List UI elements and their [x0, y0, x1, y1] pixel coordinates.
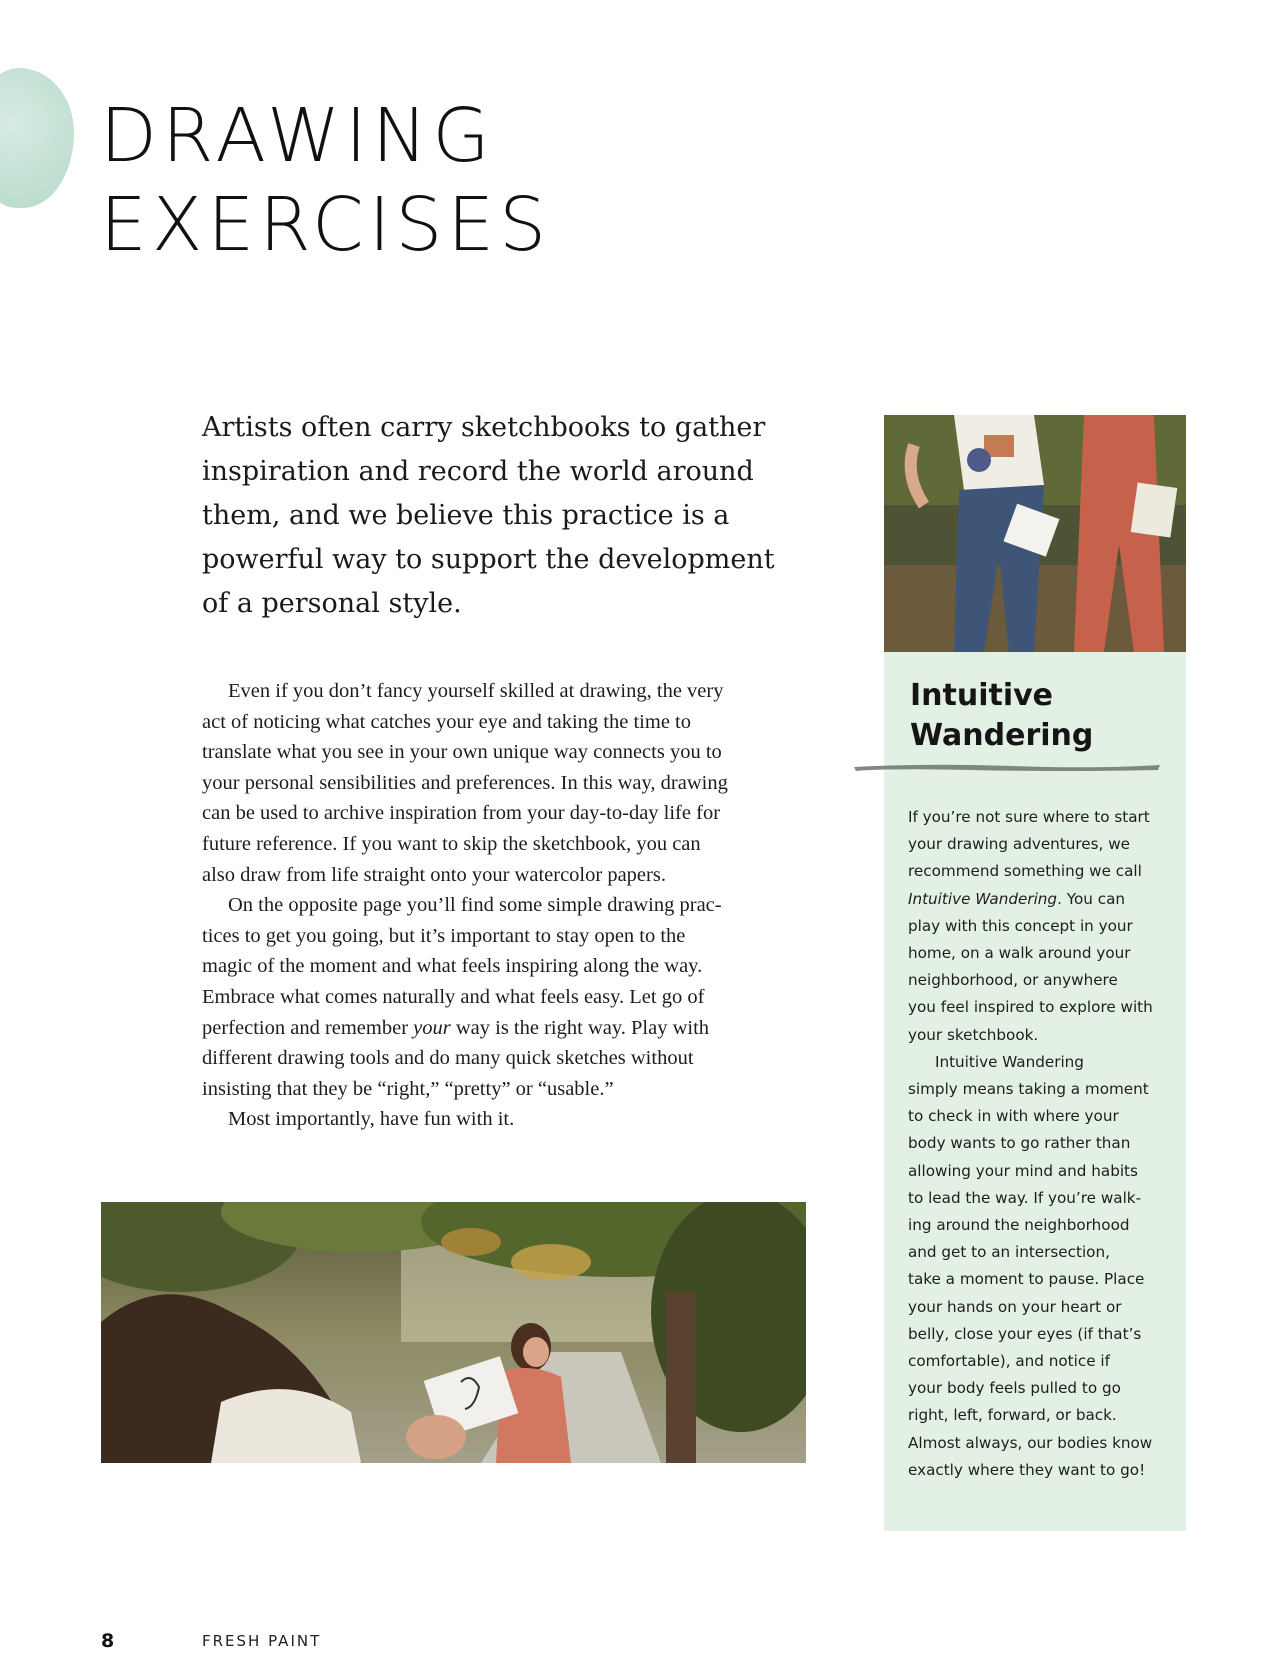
sidebar-line: take a moment to pause. Place [908, 1270, 1145, 1289]
lead-paragraph [202, 406, 822, 626]
lead-line: of a personal style. [202, 588, 462, 619]
body-line: your personal sensibilities and preferences. In this way, drawing [202, 771, 728, 794]
body-line: insisting that they be “right,” “pretty” or “usable.” [202, 1077, 614, 1100]
page-title-line-2: EXERCISES [100, 182, 552, 268]
sidebar-line: belly, close your eyes (if that’s [908, 1324, 1142, 1343]
sidebar-line: allowing your mind and habits [908, 1161, 1138, 1180]
body-line: On the opposite page you’ll find some simple drawing prac- [228, 894, 722, 917]
photo-illustration [884, 415, 1186, 652]
sidebar-line: to check in with where your [908, 1107, 1119, 1126]
body-text-run: perfection and remember [202, 1016, 414, 1039]
sidebar-line: Almost always, our bodies know [908, 1433, 1153, 1452]
body-line: Even if you don’t fancy yourself skilled at drawing, the very [228, 680, 724, 702]
sidebar-line: If you’re not sure where to start [908, 808, 1150, 826]
lead-line: Artists often carry sketchbooks to gather [202, 412, 766, 443]
brush-stroke-divider [852, 761, 1162, 773]
sidebar-line: comfortable), and notice if [908, 1352, 1110, 1371]
watercolor-wash-decoration [0, 68, 74, 208]
sidebar-text [908, 804, 1178, 1484]
body-line: act of noticing what catches your eye and taking the time to [202, 710, 691, 733]
sidebar-line: neighborhood, or anywhere [908, 971, 1118, 990]
running-footer-book-title: FRESH PAINT [202, 1632, 322, 1650]
sidebar-line: Intuitive Wandering [935, 1052, 1084, 1071]
body-line-with-emphasis [202, 1013, 812, 1044]
sidebar-line-with-emphasis [908, 886, 1178, 913]
sidebar-line: home, on a walk around your [908, 944, 1131, 963]
body-line: magic of the moment and what feels inspiring along the way. [202, 955, 703, 978]
sidebar-line: your sketchbook. [908, 1025, 1039, 1044]
sidebar-line: and get to an intersection, [908, 1243, 1110, 1262]
photo-women-sketching-outdoors [101, 1202, 806, 1463]
page-title [100, 92, 551, 270]
sidebar-emphasis: Intuitive Wandering [908, 889, 1058, 908]
sidebar-line: your hands on your heart or [908, 1297, 1122, 1316]
sidebar-line: ing around the neighborhood [908, 1216, 1130, 1235]
body-line: translate what you see in your own unique way connects you to [202, 741, 722, 764]
body-line: future reference. If you want to skip the sketchbook, you can [202, 832, 701, 855]
sidebar-line: your body feels pulled to go [908, 1379, 1121, 1398]
sidebar-line: your drawing adventures, we [908, 835, 1130, 854]
sidebar-line: you feel inspired to explore with [908, 998, 1153, 1017]
sidebar-line: recommend something we call [908, 862, 1142, 881]
body-line: can be used to archive inspiration from your day-to-day life for [202, 802, 721, 825]
sidebar-line: exactly where they want to go! [908, 1460, 1146, 1479]
body-line: different drawing tools and do many quick sketches without [202, 1047, 694, 1070]
body-emphasis: your [413, 1016, 451, 1039]
lead-line: them, and we believe this practice is a [202, 500, 730, 531]
sidebar-line: play with this concept in your [908, 916, 1133, 935]
photo-women-walking [884, 415, 1186, 652]
sidebar-line: right, left, forward, or back. [908, 1406, 1117, 1425]
sidebar-title-line-1: Intuitive [910, 678, 1054, 713]
lead-line: inspiration and record the world around [202, 456, 754, 487]
sidebar-line: body wants to go rather than [908, 1134, 1131, 1153]
page-title-line-1: DRAWING [100, 93, 495, 179]
sidebar-title-line-2: Wandering [910, 718, 1094, 753]
body-line: Most importantly, have fun with it. [228, 1108, 515, 1131]
sidebar-line: to lead the way. If you’re walk- [908, 1188, 1142, 1207]
body-text [202, 676, 812, 1135]
sidebar-text-run: . You can [1057, 889, 1126, 908]
page-number: 8 [101, 1630, 115, 1652]
photo-illustration [101, 1202, 806, 1463]
body-text-run: way is the right way. Play with [450, 1016, 710, 1039]
sidebar-line: simply means taking a moment [908, 1080, 1149, 1099]
body-line: Embrace what comes naturally and what feels easy. Let go of [202, 985, 705, 1008]
sidebar-box [884, 652, 1186, 1531]
body-line: tices to get you going, but it’s important to stay open to the [202, 924, 686, 947]
lead-line: powerful way to support the development [202, 544, 775, 575]
sidebar-title [910, 676, 1093, 756]
body-line: also draw from life straight onto your watercolor papers. [202, 863, 666, 886]
